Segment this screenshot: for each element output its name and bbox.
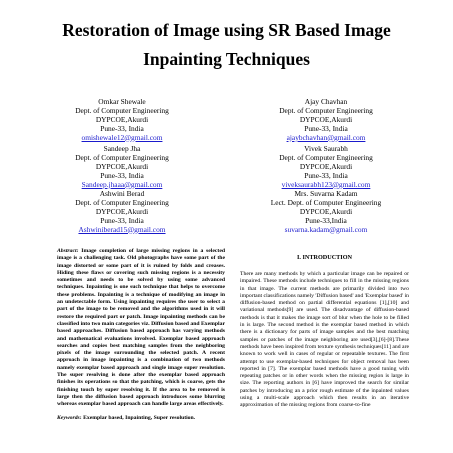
author-block xyxy=(241,190,411,235)
author-block xyxy=(241,145,411,190)
introduction-column xyxy=(240,271,409,410)
author-name: Omkar Shewale xyxy=(98,97,146,106)
author-name: Ashwini Berad xyxy=(99,189,145,198)
author-block xyxy=(37,98,207,143)
introduction-text: There are many methods by which a particular image can be repaired or impaired. These methods include techniques to fill in the missing regions in that image. The current methods are primarily divided into two important classifications namely 'Diffusion based' and 'Exemplar based' in diffusion-based method on partial differential equations [1],[10] and variational methods[9] are used. The disadvantage of diffusion-based methods is that it makes the image sort of blur when the hole to be filled in is large. The second method is the exemplar based method in which there is a dictionary for parts of image samples and the best matching samples or patches of the image neighboring are used[3],[6]-[8].These methods have been inspired from texture synthesis techniques[11] and are known to work well in cases of regular or repeatable textures. The first attempt to use exemplar-based techniques for object removal has been reported in [7]. The exemplar based methods have a good tuning with repeating patches or in other words when the missing region is large in size. The reporting authors in [6] have improved the search for similar patches by introducing an a prior rough estimate of the inpainted values using a multi-scale approach which then results in an iterative approximation of the missing regions from coarse-to-fine xyxy=(240,271,409,409)
author-org: DYPCOE,Akurdi xyxy=(95,114,149,124)
author-city: Pune-33, India xyxy=(100,170,144,180)
author-email-link[interactable]: ajaybchavhan@gmail.com xyxy=(286,132,366,142)
author-city: Pune-33, India xyxy=(100,215,144,225)
keywords-paragraph xyxy=(57,415,225,422)
author-name: Sandeep Jha xyxy=(103,144,141,153)
section-heading: I. INTRODUCTION xyxy=(296,254,352,261)
author-email-link[interactable]: Sandeep.jhaaa@gmail.com xyxy=(81,179,163,189)
author-dept: Dept. of Computer Engineering xyxy=(75,152,169,162)
author-city: Pune-33, India xyxy=(304,123,348,133)
author-email-link[interactable]: omishewale12@gmail.com xyxy=(81,132,163,142)
paper-title: Restoration of Image using SR Based Image Inpainting Techniques xyxy=(62,20,391,69)
author-org: DYPCOE,Akurdi xyxy=(95,206,149,216)
author-dept: Dept. of Computer Engineering xyxy=(279,152,373,162)
author-email-link[interactable]: suvarna.kadam@gmail.com xyxy=(284,224,368,234)
author-name: Vivek Saurabh xyxy=(304,144,348,153)
abstract-label: Abstract: xyxy=(57,248,79,254)
author-dept: Lect. Dept. of Computer Engineering xyxy=(270,197,382,207)
author-org: DYPCOE,Akurdi xyxy=(299,206,353,216)
author-city: Pune-33,India xyxy=(305,215,347,225)
author-org: DYPCOE,Akurdi xyxy=(299,114,353,124)
author-dept: Dept. of Computer Engineering xyxy=(75,197,169,207)
author-name: Mrs. Suvarna Kadam xyxy=(294,189,358,198)
abstract-paragraph xyxy=(57,248,225,409)
author-email-link[interactable]: Ashwiniberad15@gmail.com xyxy=(78,224,166,234)
abstract-column xyxy=(57,248,225,422)
author-dept: Dept. of Computer Engineering xyxy=(279,105,373,115)
author-block xyxy=(37,190,207,235)
author-dept: Dept. of Computer Engineering xyxy=(75,105,169,115)
author-org: DYPCOE,Akurdi xyxy=(299,161,353,171)
author-city: Pune-33, India xyxy=(100,123,144,133)
author-email-link[interactable]: viveksaurabh123@gmail.com xyxy=(281,179,371,189)
author-block xyxy=(241,98,411,143)
author-org: DYPCOE,Akurdi xyxy=(95,161,149,171)
keywords-text: : Exemplar based, Inpainting, Super resolution. xyxy=(79,414,196,421)
keywords-label: Keywords xyxy=(57,414,80,421)
author-city: Pune-33, India xyxy=(304,170,348,180)
abstract-text: Image completion of large missing regions in a selected image is a challenging task. Old photographs have some part of the image distorted or some part of it is ruined by folds and creases. Hiding these flaws or covering such missing regions is a necessity sometimes and needs to be solved by using some advanced techniques. Inpainting is one such technique that helps to overcome these problems. Inpainting is a technique of modifying an image in an undetectable form. Using inpainting requires the user to select a part of the image to be removed and the algorithms used in it will restore the required part or patch. Image inpainting methods can be classified into two main categories viz. Diffusion based and Exemplar based approaches. Diffusion based approach has varying methods and mathematical evaluations involved. Exemplar based approach searches and copies best matching samples from the neighboring pixels of the image surrounding the selected patch. A recent approach in image inpainting is a combination of two methods namely exemplar based approach and single image super resolution. The super resolving is done after the exemplar based approach finishes its operations so that the patching, which is coarse, gets the finishing touch by super resolving it. If the area to be removed is large then the diffusion based approach introduces some blurring whereas exemplar based approach can handle large areas effectively. xyxy=(57,248,226,408)
author-name: Ajay Chavhan xyxy=(304,97,348,106)
author-block xyxy=(37,145,207,190)
